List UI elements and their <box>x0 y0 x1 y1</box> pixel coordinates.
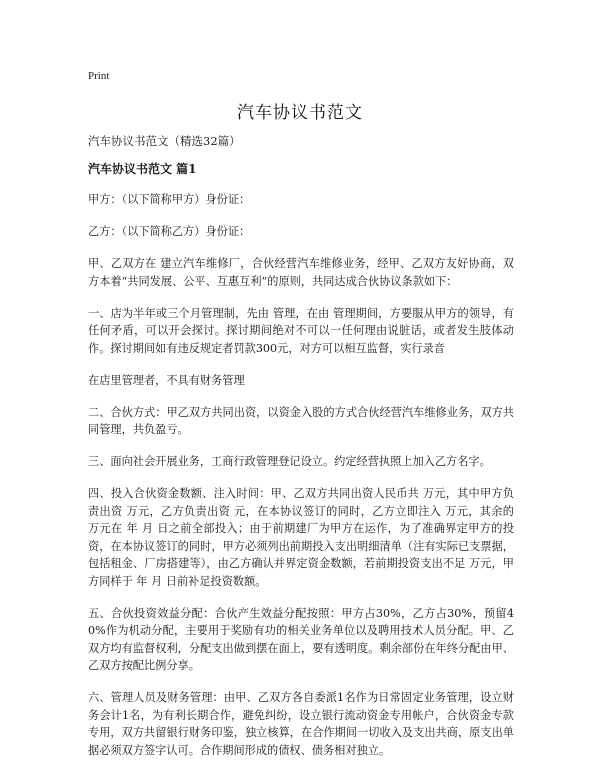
page-title: 汽车协议书范文 <box>237 103 363 123</box>
paragraph-clause-2: 二、合伙方式：甲乙双方共同出资，以资金入股的方式合伙经营汽车维修业务，双方共同管理，共负盈亏。 <box>88 405 514 436</box>
document-subtitle: 汽车协议书范文（精选32篇） <box>88 134 241 148</box>
document-body <box>88 133 514 774</box>
section-title: 汽车协议书范文 篇1 <box>88 162 197 176</box>
print-link[interactable]: Print <box>88 70 110 82</box>
paragraph-clause-6: 六、管理人员及财务管理：由甲、乙双方各自委派1名作为日常固定业务管理，设立财务会计1名，为有利长期合作，避免纠纷，设立银行流动资金专用帐户，合伙资金专款专用，双方共留银行财务印鉴，独立核算，在合作期间一切收入及支出共商，原支出单据必须双方签字认可。合作期间形成的债权、债务相对独立。 <box>88 691 514 757</box>
paragraph-manager-note: 在店里管理者，不具有财务管理 <box>88 373 245 387</box>
paragraph-clause-1: 一、店为半年或三个月管理制，先由 管理，在由 管理期间，方要服从甲方的领导，有任何矛盾，可以开会探讨。探讨期间绝对不可以一任何理由说脏话，或者发生肢体动作。探讨期间如有违反规定者罚款300元，对方可以相互监督，实行录音 <box>88 306 514 355</box>
paragraph-clause-3: 三、面向社会开展业务，工商行政管理登记设立。约定经营执照上加入乙方名字。 <box>88 455 491 468</box>
paragraph-party-a: 甲方：（以下简称甲方）身份证： <box>88 193 251 206</box>
paragraph-party-b: 乙方：（以下简称乙方）身份证： <box>88 225 251 238</box>
paragraph-clause-5: 五、合伙投资效益分配：合伙产生效益分配按照：甲方占30%，乙方占30%，预留40%作为机动分配，主要用于奖励有功的相关业务单位以及聘用技术人员分配。甲、乙双方均有监督权利，分配支出做到摆在面上，要有透明度。剩余部份在年终分配由甲、乙双方按配比例分享。 <box>88 606 514 672</box>
paragraph-intro: 甲、乙双方在 建立汽车维修厂，合伙经营汽车维修业务，经甲、乙双方友好协商，双方本着“共同发展、公平、互惠互利”的原则，共同达成合伙协议条款如下： <box>88 257 514 288</box>
paragraph-clause-4: 四、投入合伙资金数额、注入时间：甲、乙双方共同出资人民币共 万元，其中甲方负责出资 万元，乙方负责出资 元，在本协议签订的同时，乙方立即注入 万元，其余的 万元在 年 月 日之前全部投入；由于前期建厂为甲方在运作，为了准确界定甲方的投资，在本协议签订的同时，甲方必须列出前期投入支出明细清单（注有实际已支票据，包括租金、厂房搭建等），由乙方确认并界定资金数额，若前期投资支出不足 万元，甲方同样于 年 月 日前补足投资数额。 <box>88 487 514 588</box>
